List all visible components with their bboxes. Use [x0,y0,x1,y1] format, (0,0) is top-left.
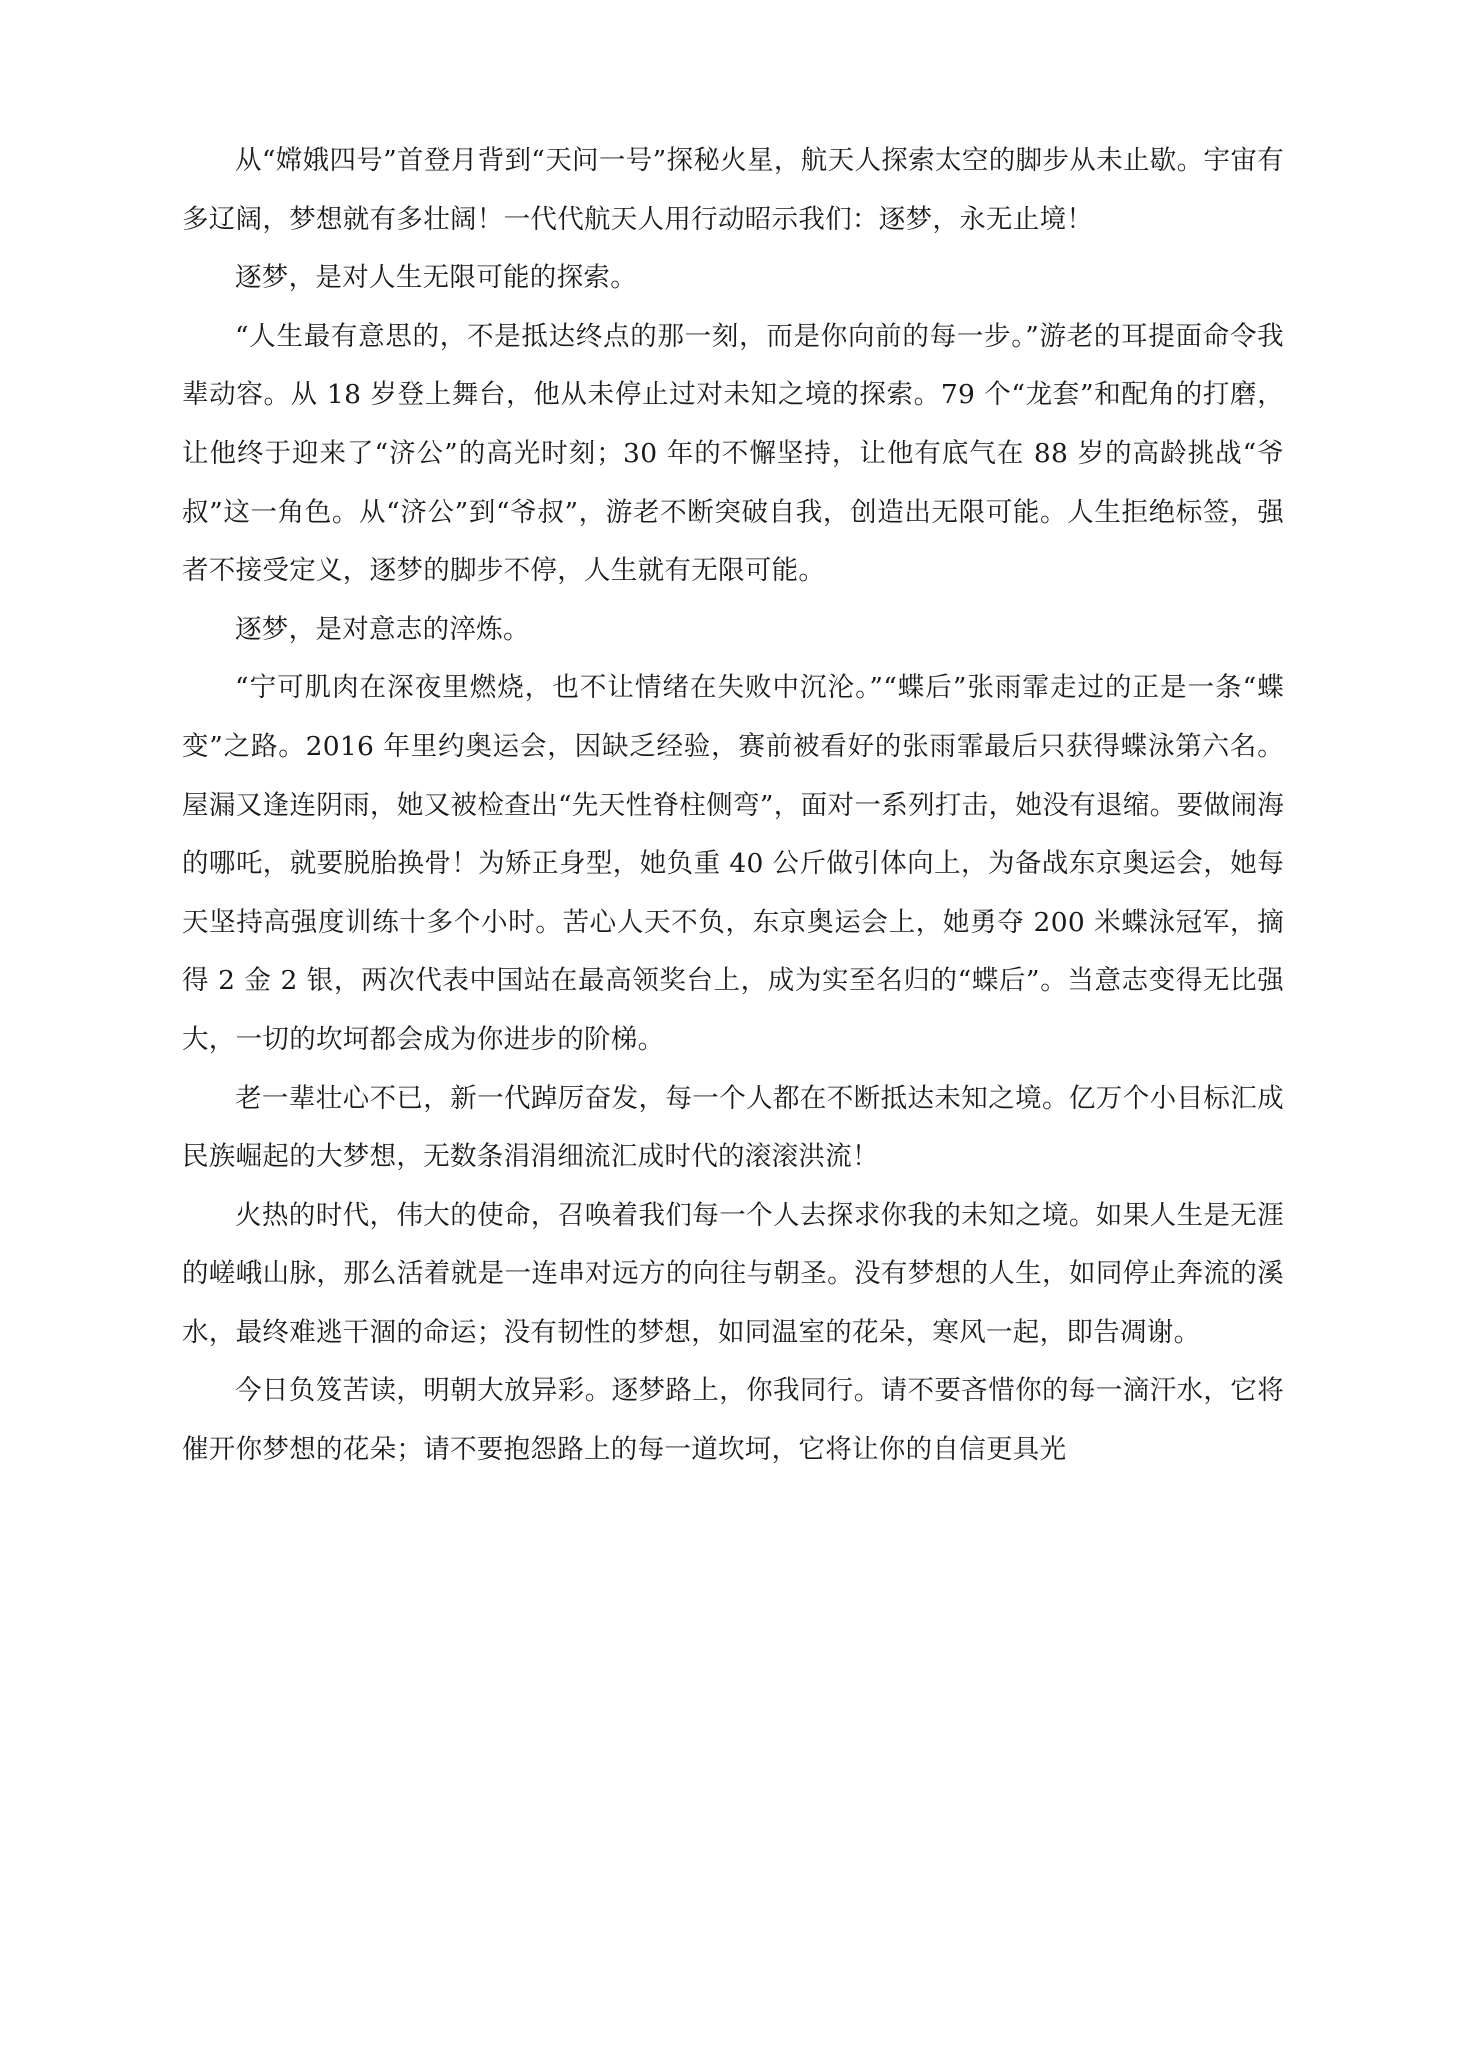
paragraph: 老一辈壮心不已，新一代踔厉奋发，每一个人都在不断抵达未知之境。亿万个小目标汇成民族崛起的大梦想，无数条涓涓细流汇成时代的滚滚洪流！ [182,1082,1284,1173]
paragraph: 今日负笈苦读，明朝大放异彩。逐梦路上，你我同行。请不要吝惜你的每一滴汗水，它将催开你梦想的花朵；请不要抱怨路上的每一道坎坷，它将让你的自信更具光 [182,1375,1284,1466]
paragraph: “人生最有意思的，不是抵达终点的那一刻，而是你向前的每一步。”游老的耳提面命令我辈动容。从 18 岁登上舞台，他从未停止过对未知之境的探索。79 个“龙套”和配角的打磨，让他终于迎来了“济公”的高光时刻；30 年的不懈坚持，让他有底气在 88 岁的高龄挑战“爷叔”这一角色。从“济公”到“爷叔”，游老不断突破自我，创造出无限可能。人生拒绝标签，强者不接受定义，逐梦的脚步不停，人生就有无限可能。 [182,320,1284,587]
paragraph: 逐梦，是对意志的淬炼。 [235,613,530,645]
paragraph: 逐梦，是对人生无限可能的探索。 [235,262,637,294]
paragraph: 从“嫦娥四号”首登月背到“天问一号”探秘火星，航天人探索太空的脚步从未止歇。宇宙有多辽阔，梦想就有多壮阔！一代代航天人用行动昭示我们：逐梦，永无止境！ [182,145,1284,235]
paragraph: 火热的时代，伟大的使命，召唤着我们每一个人去探求你我的未知之境。如果人生是无涯的嵯峨山脉，那么活着就是一连串对远方的向往与朝圣。没有梦想的人生，如同停止奔流的溪水，最终难逃干涸的命运；没有韧性的梦想，如同温室的花朵，寒风一起，即告凋谢。 [182,1199,1284,1348]
paragraph: “宁可肌肉在深夜里燃烧，也不让情绪在失败中沉沦。”“蝶后”张雨霏走过的正是一条“蝶变”之路。2016 年里约奥运会，因缺乏经验，赛前被看好的张雨霏最后只获得蝶泳第六名。屋漏又逢连阴雨，她又被检查出“先天性脊柱侧弯”，面对一系列打击，她没有退缩。要做闹海的哪吒，就要脱胎换骨！为矫正身型，她负重 40 公斤做引体向上，为备战东京奥运会，她每天坚持高强度训练十多个小时。苦心人天不负，东京奥运会上，她勇夺 200 米蝶泳冠军，摘得 2 金 2 银，两次代表中国站在最高领奖台上，成为实至名归的“蝶后”。当意志变得无比强大，一切的坎坷都会成为你进步的阶梯。 [182,672,1284,1055]
essay-body [182,132,1284,1480]
